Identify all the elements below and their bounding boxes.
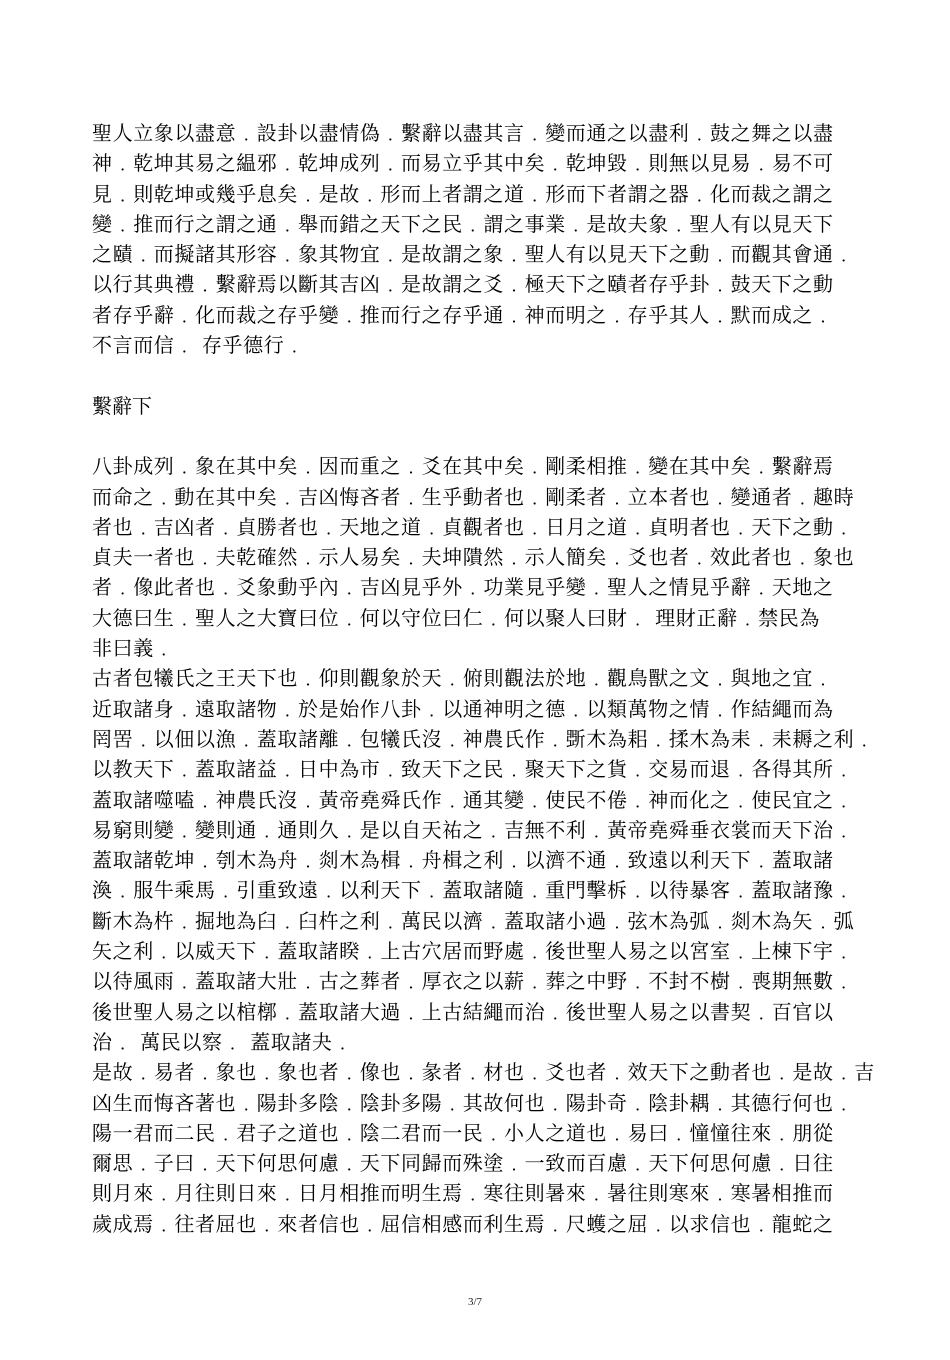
text-line: 歲成焉﹒往者屈也﹒來者信也﹒屈信相感而利生焉﹒尺蠖之屈﹒以求信也﹒龍蛇之 — [92, 1211, 834, 1236]
text-line: 是故﹒易者﹒象也﹒象也者﹒像也﹒彖者﹒材也﹒爻也者﹒效天下之動者也﹒是故﹒吉 — [92, 1060, 875, 1085]
text-line: 斷木為杵﹒掘地為臼﹒臼杵之利﹒萬民以濟﹒蓋取諸小過﹒弦木為弧﹒剡木為矢﹒弧 — [92, 908, 855, 933]
text-line: 非曰義﹒ — [92, 636, 175, 661]
text-line: 陽一君而二民﹒君子之道也﹒陰二君而一民﹒小人之道也﹒易曰﹒憧憧往來﹒朋從 — [92, 1120, 834, 1145]
paragraph-intro — [92, 118, 862, 360]
text-line: 則月來﹒月往則日來﹒日月相推而明生焉﹒寒往則暑來﹒暑往則寒來﹒寒暑相推而 — [92, 1181, 834, 1206]
text-line: 蓋取諸乾坤﹒刳木為舟﹒剡木為楫﹒舟楫之利﹒以濟不通﹒致遠以利天下﹒蓋取諸 — [92, 848, 834, 873]
blank-line — [92, 360, 862, 390]
text-line: 易窮則變﹒變則通﹒通則久﹒是以自天祐之﹒吉無不利﹒黃帝堯舜垂衣裳而天下治﹒ — [92, 817, 855, 842]
text-line: 聖人立象以盡意﹒設卦以盡情偽﹒繫辭以盡其言﹒變而通之以盡利﹒鼓之舞之以盡 — [92, 121, 834, 145]
text-line: 蓋取諸噬嗑﹒神農氏沒﹒黃帝堯舜氏作﹒通其變﹒使民不倦﹒神而化之﹒使民宜之﹒ — [92, 787, 855, 812]
text-line: 以教天下﹒蓋取諸益﹒日中為市﹒致天下之民﹒聚天下之貨﹒交易而退﹒各得其所﹒ — [92, 757, 855, 782]
text-line: 近取諸身﹒遠取諸物﹒於是始作八卦﹒以通神明之德﹒以類萬物之情﹒作結繩而為 — [92, 696, 834, 721]
text-line: 治﹒ 萬民以察﹒ 蓋取諸夬﹒ — [92, 1029, 354, 1054]
text-line: 神﹒乾坤其易之緼邪﹒乾坤成列﹒而易立乎其中矣﹒乾坤毀﹒則無以見易﹒易不可 — [92, 151, 834, 176]
text-line: 後世聖人易之以棺槨﹒蓋取諸大過﹒上古結繩而治﹒後世聖人易之以書契﹒百官以 — [92, 999, 834, 1024]
text-line: 凶生而悔吝著也﹒陽卦多陰﹒陰卦多陽﹒其故何也﹒陽卦奇﹒陰卦耦﹒其德行何也﹒ — [92, 1090, 855, 1115]
text-line: 以行其典禮﹒繫辭焉以斷其吉凶﹒是故謂之爻﹒極天下之賾者存乎卦﹒鼓天下之動 — [92, 272, 834, 297]
text-line: 見﹒則乾坤或幾乎息矣﹒是故﹒形而上者謂之道﹒形而下者謂之器﹒化而裁之謂之 — [92, 181, 834, 206]
text-line: 大德曰生﹒聖人之大寶曰位﹒何以守位曰仁﹒何以聚人曰財﹒ 理財正辭﹒禁民為 — [92, 605, 820, 630]
text-line: 以待風雨﹒蓋取諸大壯﹒古之葬者﹒厚衣之以薪﹒葬之中野﹒不封不樹﹒喪期無數﹒ — [92, 969, 855, 994]
text-line — [92, 1330, 862, 1360]
text-line: 古者包犧氏之王天下也﹒仰則觀象於天﹒俯則觀法於地﹒觀鳥獸之文﹒與地之宜﹒ — [92, 666, 834, 691]
text-line: 變﹒推而行之謂之通﹒舉而錯之天下之民﹒謂之事業﹒是故夫象﹒聖人有以見天下 — [92, 211, 834, 236]
section-heading: 繫辭下 — [92, 393, 152, 418]
text-line: 之賾﹒而擬諸其形容﹒象其物宜﹒是故謂之象﹒聖人有以見天下之動﹒而觀其會通﹒ — [92, 242, 855, 267]
text-line: 者也﹒吉凶者﹒貞勝者也﹒天地之道﹒貞觀者也﹒日月之道﹒貞明者也﹒天下之動﹒ — [92, 514, 855, 539]
text-line: 矢之利﹒以威天下﹒蓋取諸睽﹒上古穴居而野處﹒後世聖人易之以宮室﹒上棟下宇﹒ — [92, 939, 855, 964]
text-line: 渙﹒服牛乘馬﹒引重致遠﹒以利天下﹒蓋取諸隨﹒重門擊柝﹒以待暴客﹒蓋取諸豫﹒ — [92, 878, 855, 903]
text-line — [92, 1239, 862, 1269]
paragraph-main — [92, 451, 875, 1360]
text-line: 爾思﹒子曰﹒天下何思何慮﹒天下同歸而殊塗﹒一致而百慮﹒天下何思何慮﹒日往 — [92, 1151, 834, 1176]
text-line: 者存乎辭﹒化而裁之存乎變﹒推而行之存乎通﹒神而明之﹒存乎其人﹒默而成之﹒ — [92, 302, 834, 327]
page-number: 3/7 — [467, 1296, 483, 1308]
text-line: 貞夫一者也﹒夫乾確然﹒示人易矣﹒夫坤隤然﹒示人簡矣﹒爻也者﹒效此者也﹒象也 — [92, 545, 855, 570]
text-line: 不言而信﹒ 存乎德行﹒ — [92, 333, 305, 358]
text-line: 而命之﹒動在其中矣﹒吉凶悔吝者﹒生乎動者也﹒剛柔者﹒立本者也﹒變通者﹒趣時 — [92, 484, 855, 509]
blank-line — [92, 421, 862, 451]
document-body — [92, 118, 875, 1360]
text-line: 八卦成列﹒象在其中矣﹒因而重之﹒爻在其中矣﹒剛柔相推﹒變在其中矣﹒繫辭焉 — [92, 454, 834, 479]
text-line: 罔罟﹒以佃以漁﹒蓋取諸離﹒包犧氏沒﹒神農氏作﹒斲木為耜﹒揉木為耒﹒耒耨之利﹒ — [92, 726, 875, 751]
text-line: 者﹒像此者也﹒爻象動乎內﹒吉凶見乎外﹒功業見乎變﹒聖人之情見乎辭﹒天地之 — [92, 575, 834, 600]
